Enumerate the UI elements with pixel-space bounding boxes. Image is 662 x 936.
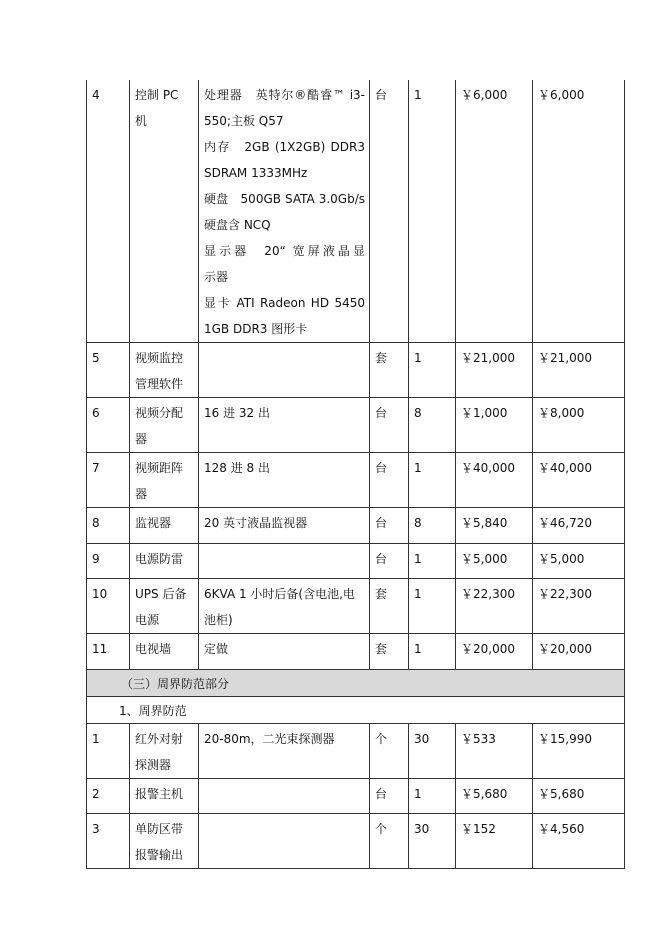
table-row [87,453,625,508]
table-row [87,544,625,579]
item-total-price: ￥46,720 [533,508,625,544]
item-number: 4 [87,80,130,343]
item-unit-price: ￥533 [456,724,533,779]
item-spec [199,814,370,869]
item-number: 11 [87,634,130,670]
item-spec [199,779,370,814]
item-name: 电视墙 [130,634,199,670]
table-row [87,508,625,544]
item-quantity: 1 [409,634,456,670]
item-total-price: ￥15,990 [533,724,625,779]
item-number: 10 [87,579,130,634]
item-unit-price: ￥152 [456,814,533,869]
item-quantity: 30 [409,724,456,779]
item-unit: 套 [370,634,409,670]
item-name: UPS 后备电源 [130,579,199,634]
table-row [87,343,625,398]
item-quantity: 1 [409,779,456,814]
spec-line: 显示器 20“ 宽屏液晶显 [204,244,365,258]
item-spec: 128 进 8 出 [199,453,370,508]
item-total-price: ￥21,000 [533,343,625,398]
item-number: 1 [87,724,130,779]
item-unit-price: ￥5,000 [456,544,533,579]
item-spec [199,80,370,343]
item-unit-price: ￥5,680 [456,779,533,814]
item-spec: 20 英寸液晶监视器 [199,508,370,544]
item-unit-price: ￥21,000 [456,343,533,398]
subsection-header-row [87,697,625,724]
item-quantity: 1 [409,343,456,398]
item-quantity: 1 [409,579,456,634]
table-row [87,398,625,453]
item-spec: 16 进 32 出 [199,398,370,453]
table-row [87,814,625,869]
item-unit: 台 [370,398,409,453]
item-spec [199,544,370,579]
item-number: 5 [87,343,130,398]
item-spec: 定做 [199,634,370,670]
item-number: 9 [87,544,130,579]
equipment-quote-table [86,80,625,869]
item-total-price: ￥5,000 [533,544,625,579]
spec-line: 硬盘含 NCQ [204,218,271,232]
spec-line: SDRAM 1333MHz [204,166,308,180]
item-total-price: ￥40,000 [533,453,625,508]
item-unit-price: ￥20,000 [456,634,533,670]
item-total-price: ￥20,000 [533,634,625,670]
item-name: 视频分配器 [130,398,199,453]
spec-line: 硬盘 500GB SATA 3.0Gb/s [204,192,365,206]
item-unit-price: ￥6,000 [456,80,533,343]
item-unit: 套 [370,343,409,398]
item-unit: 台 [370,544,409,579]
item-unit-price: ￥5,840 [456,508,533,544]
item-name: 监视器 [130,508,199,544]
item-number: 6 [87,398,130,453]
table-row [87,779,625,814]
item-total-price: ￥22,300 [533,579,625,634]
item-name: 红外对射探测器 [130,724,199,779]
spec-line: 显卡 ATI Radeon HD 5450 [204,296,365,310]
item-quantity: 1 [409,544,456,579]
item-total-price: ￥8,000 [533,398,625,453]
item-unit: 套 [370,579,409,634]
item-unit: 个 [370,724,409,779]
item-quantity: 1 [409,80,456,343]
item-unit-price: ￥22,300 [456,579,533,634]
item-quantity: 1 [409,453,456,508]
item-number: 3 [87,814,130,869]
item-name: 单防区带报警输出 [130,814,199,869]
spec-line: 1GB DDR3 图形卡 [204,322,308,336]
spec-line: 内存 2GB (1X2GB) DDR3 [204,140,365,154]
section-header-row [87,670,625,697]
item-unit-price: ￥40,000 [456,453,533,508]
item-unit: 台 [370,453,409,508]
item-name: 报警主机 [130,779,199,814]
item-name: 控制 PC 机 [130,80,199,343]
item-unit: 个 [370,814,409,869]
item-number: 8 [87,508,130,544]
item-name: 电源防雷 [130,544,199,579]
item-total-price: ￥5,680 [533,779,625,814]
item-unit: 台 [370,779,409,814]
table-row [87,579,625,634]
item-number: 2 [87,779,130,814]
table-row [87,724,625,779]
table-row [87,634,625,670]
item-unit-price: ￥1,000 [456,398,533,453]
section-title: （三）周界防范部分 [87,670,625,697]
item-quantity: 8 [409,398,456,453]
item-total-price: ￥6,000 [533,80,625,343]
item-quantity: 30 [409,814,456,869]
item-name: 视频监控管理软件 [130,343,199,398]
item-unit: 台 [370,508,409,544]
item-spec: 20-80m，二光束探测器 [199,724,370,779]
item-spec [199,343,370,398]
spec-line: 示器 [204,270,229,284]
item-total-price: ￥4,560 [533,814,625,869]
item-spec: 6KVA 1 小时后备(含电池,电池柜) [199,579,370,634]
item-number: 7 [87,453,130,508]
item-quantity: 8 [409,508,456,544]
subsection-title: 1、周界防范 [87,697,625,724]
table-row [87,80,625,343]
item-name: 视频距阵器 [130,453,199,508]
spec-line: 550;主板 Q57 [204,114,284,128]
spec-line: 处理器 英特尔®酷睿™ i3- [204,88,365,102]
item-unit: 台 [370,80,409,343]
